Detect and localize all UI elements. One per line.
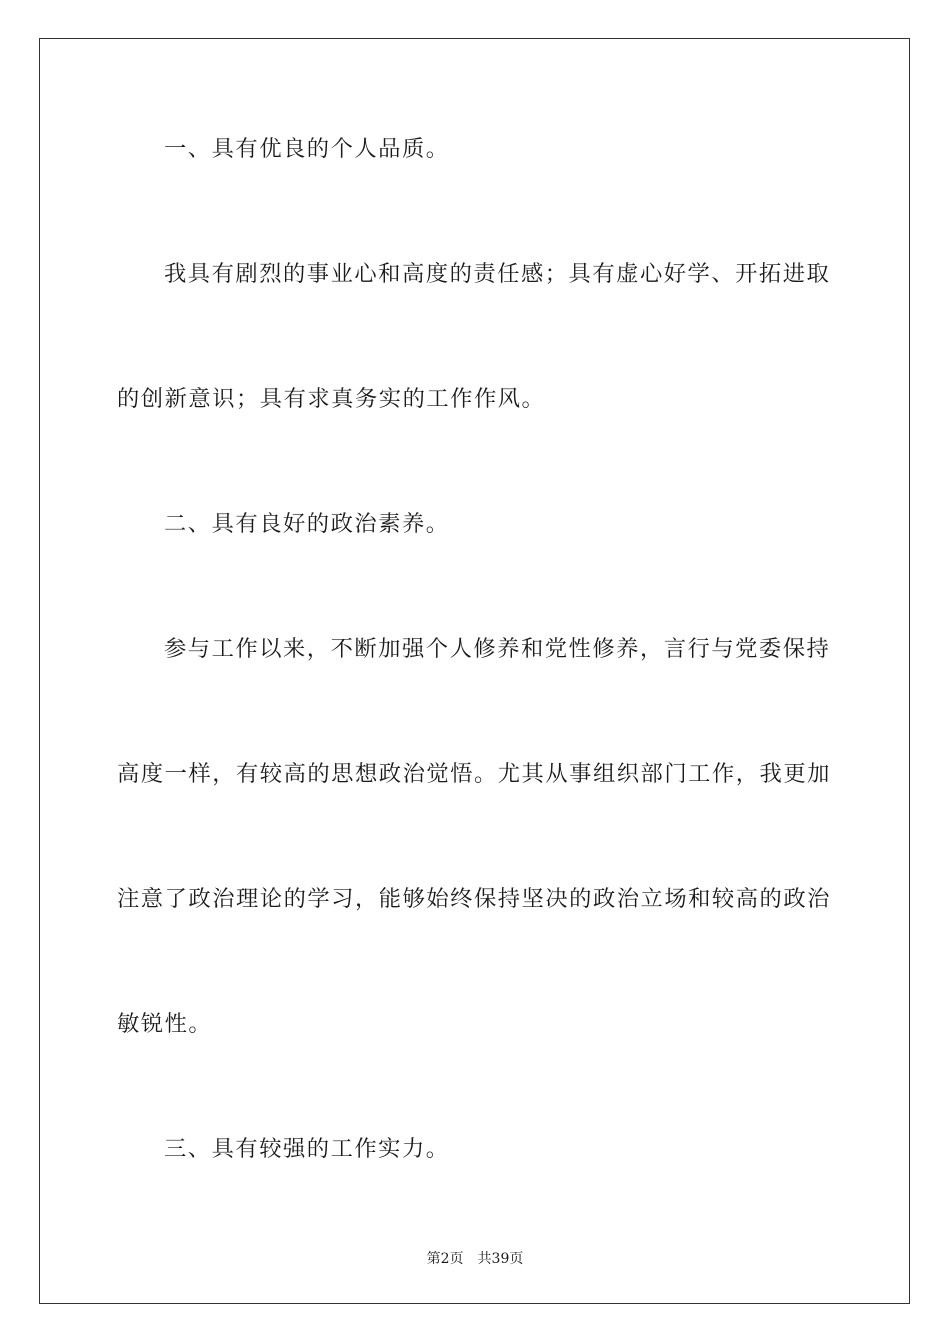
paragraph-line: 注意了政治理论的学习，能够始终保持坚决的政治立场和较高的政治 bbox=[117, 886, 831, 912]
section-heading-3: 三、具有较强的工作实力。 bbox=[164, 1136, 450, 1162]
page-total: 共39页 bbox=[477, 1251, 524, 1267]
paragraph-line: 敏锐性。 bbox=[117, 1011, 213, 1037]
paragraph-line: 参与工作以来，不断加强个人修养和党性修养，言行与党委保持 bbox=[164, 636, 831, 662]
paragraph-line: 高度一样，有较高的思想政治觉悟。尤其从事组织部门工作，我更加 bbox=[117, 761, 831, 787]
page-border bbox=[39, 38, 910, 1304]
section-heading-1: 一、具有优良的个人品质。 bbox=[164, 136, 450, 162]
paragraph-line: 我具有剧烈的事业心和高度的责任感；具有虚心好学、开拓进取 bbox=[164, 261, 831, 287]
page-number: 第2页 bbox=[426, 1251, 464, 1267]
section-heading-2: 二、具有良好的政治素养。 bbox=[164, 511, 450, 537]
page-footer bbox=[0, 1248, 950, 1268]
paragraph-line: 的创新意识；具有求真务实的工作作风。 bbox=[117, 386, 546, 412]
